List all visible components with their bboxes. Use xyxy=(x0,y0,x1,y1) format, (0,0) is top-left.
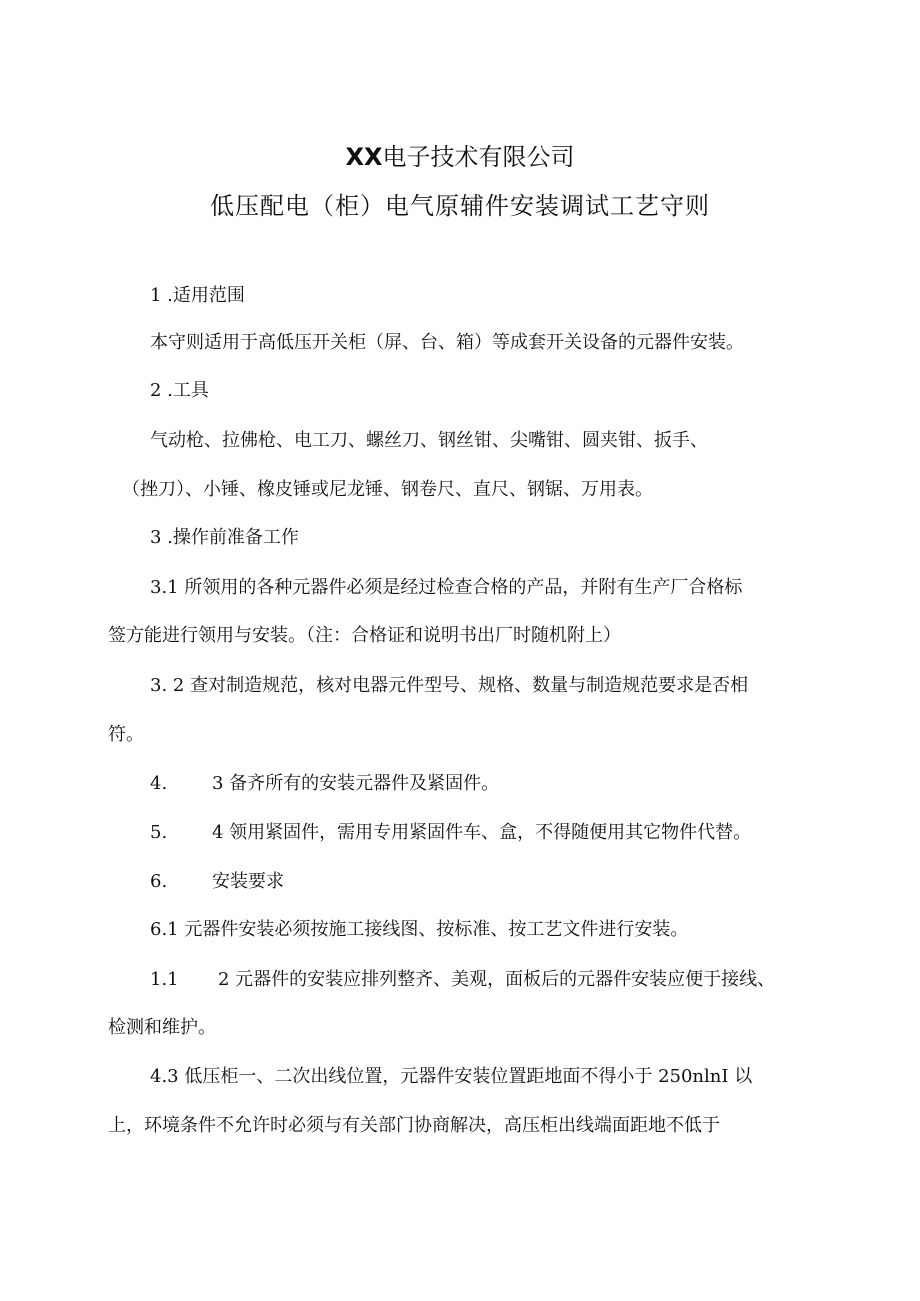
section-3-1-line-1: 3.1 所领用的各种元器件必须是经过检查合格的产品，并附有生产厂合格标 xyxy=(150,577,743,598)
section-4-text: 3 备齐所有的安装元器件及紧固件。 xyxy=(212,773,500,794)
section-6-3-line-1: 4.3 低压柜一、二次出线位置，元器件安装位置距地面不得小于 250nlnI 以 xyxy=(150,1066,753,1087)
section-3-2-line-2: 符。 xyxy=(108,724,144,745)
section-5-line xyxy=(150,820,751,846)
section-5-number: 5. xyxy=(150,822,168,843)
section-3-1-line-2: 签方能进行领用与安装。（注：合格证和说明书出厂时随机附上） xyxy=(108,625,621,646)
document-title: 低压配电（柜）电气原辅件安装调试工艺守则 xyxy=(210,192,710,220)
company-prefix: XX xyxy=(345,143,383,171)
section-1-text: 本守则适用于高低压开关柜（屏、台、箱）等成套开关设备的元器件安装。 xyxy=(150,332,744,353)
section-1-heading: 1 .适用范围 xyxy=(150,285,245,306)
company-name-rest: 电子技术有限公司 xyxy=(382,143,575,171)
section-6-2-number: 1.1 xyxy=(150,969,179,990)
section-3-2-line-1: 3. 2 查对制造规范，核对电器元件型号、规格、数量与制造规范要求是否相 xyxy=(150,675,749,696)
section-5-text: 4 领用紧固件，需用专用紧固件车、盒，不得随便用其它物件代替。 xyxy=(212,822,752,843)
section-6-1-line: 6.1 元器件安装必须按施工接线图、按标准、按工艺文件进行安装。 xyxy=(150,919,689,940)
company-name xyxy=(0,137,920,172)
section-4-line xyxy=(150,771,499,797)
section-4-number: 4. xyxy=(150,773,168,794)
section-6-2-line-2: 检测和维护。 xyxy=(108,1017,216,1038)
section-3-heading: 3 .操作前准备工作 xyxy=(150,527,299,548)
section-6-3-line-2: 上，环境条件不允许时必须与有关部门协商解决，高压柜出线端面距地不低于 xyxy=(108,1115,720,1136)
section-6-text: 安装要求 xyxy=(212,871,284,892)
section-6-2-text: 2 元器件的安装应排列整齐、美观，面板后的元器件安装应便于接线、 xyxy=(218,969,776,990)
section-6-number: 6. xyxy=(150,871,168,892)
section-6-2-line-1 xyxy=(150,967,775,993)
section-2-text-line-1: 气动枪、拉佛枪、电工刀、螺丝刀、钢丝钳、尖嘴钳、圆夹钳、扳手、 xyxy=(150,430,708,451)
section-2-heading: 2 .工具 xyxy=(150,380,209,401)
section-6-line xyxy=(150,869,284,895)
section-2-text-line-2: （挫刀）、小锤、橡皮锤或尼龙锤、钢卷尺、直尺、钢锯、万用表。 xyxy=(122,479,653,500)
